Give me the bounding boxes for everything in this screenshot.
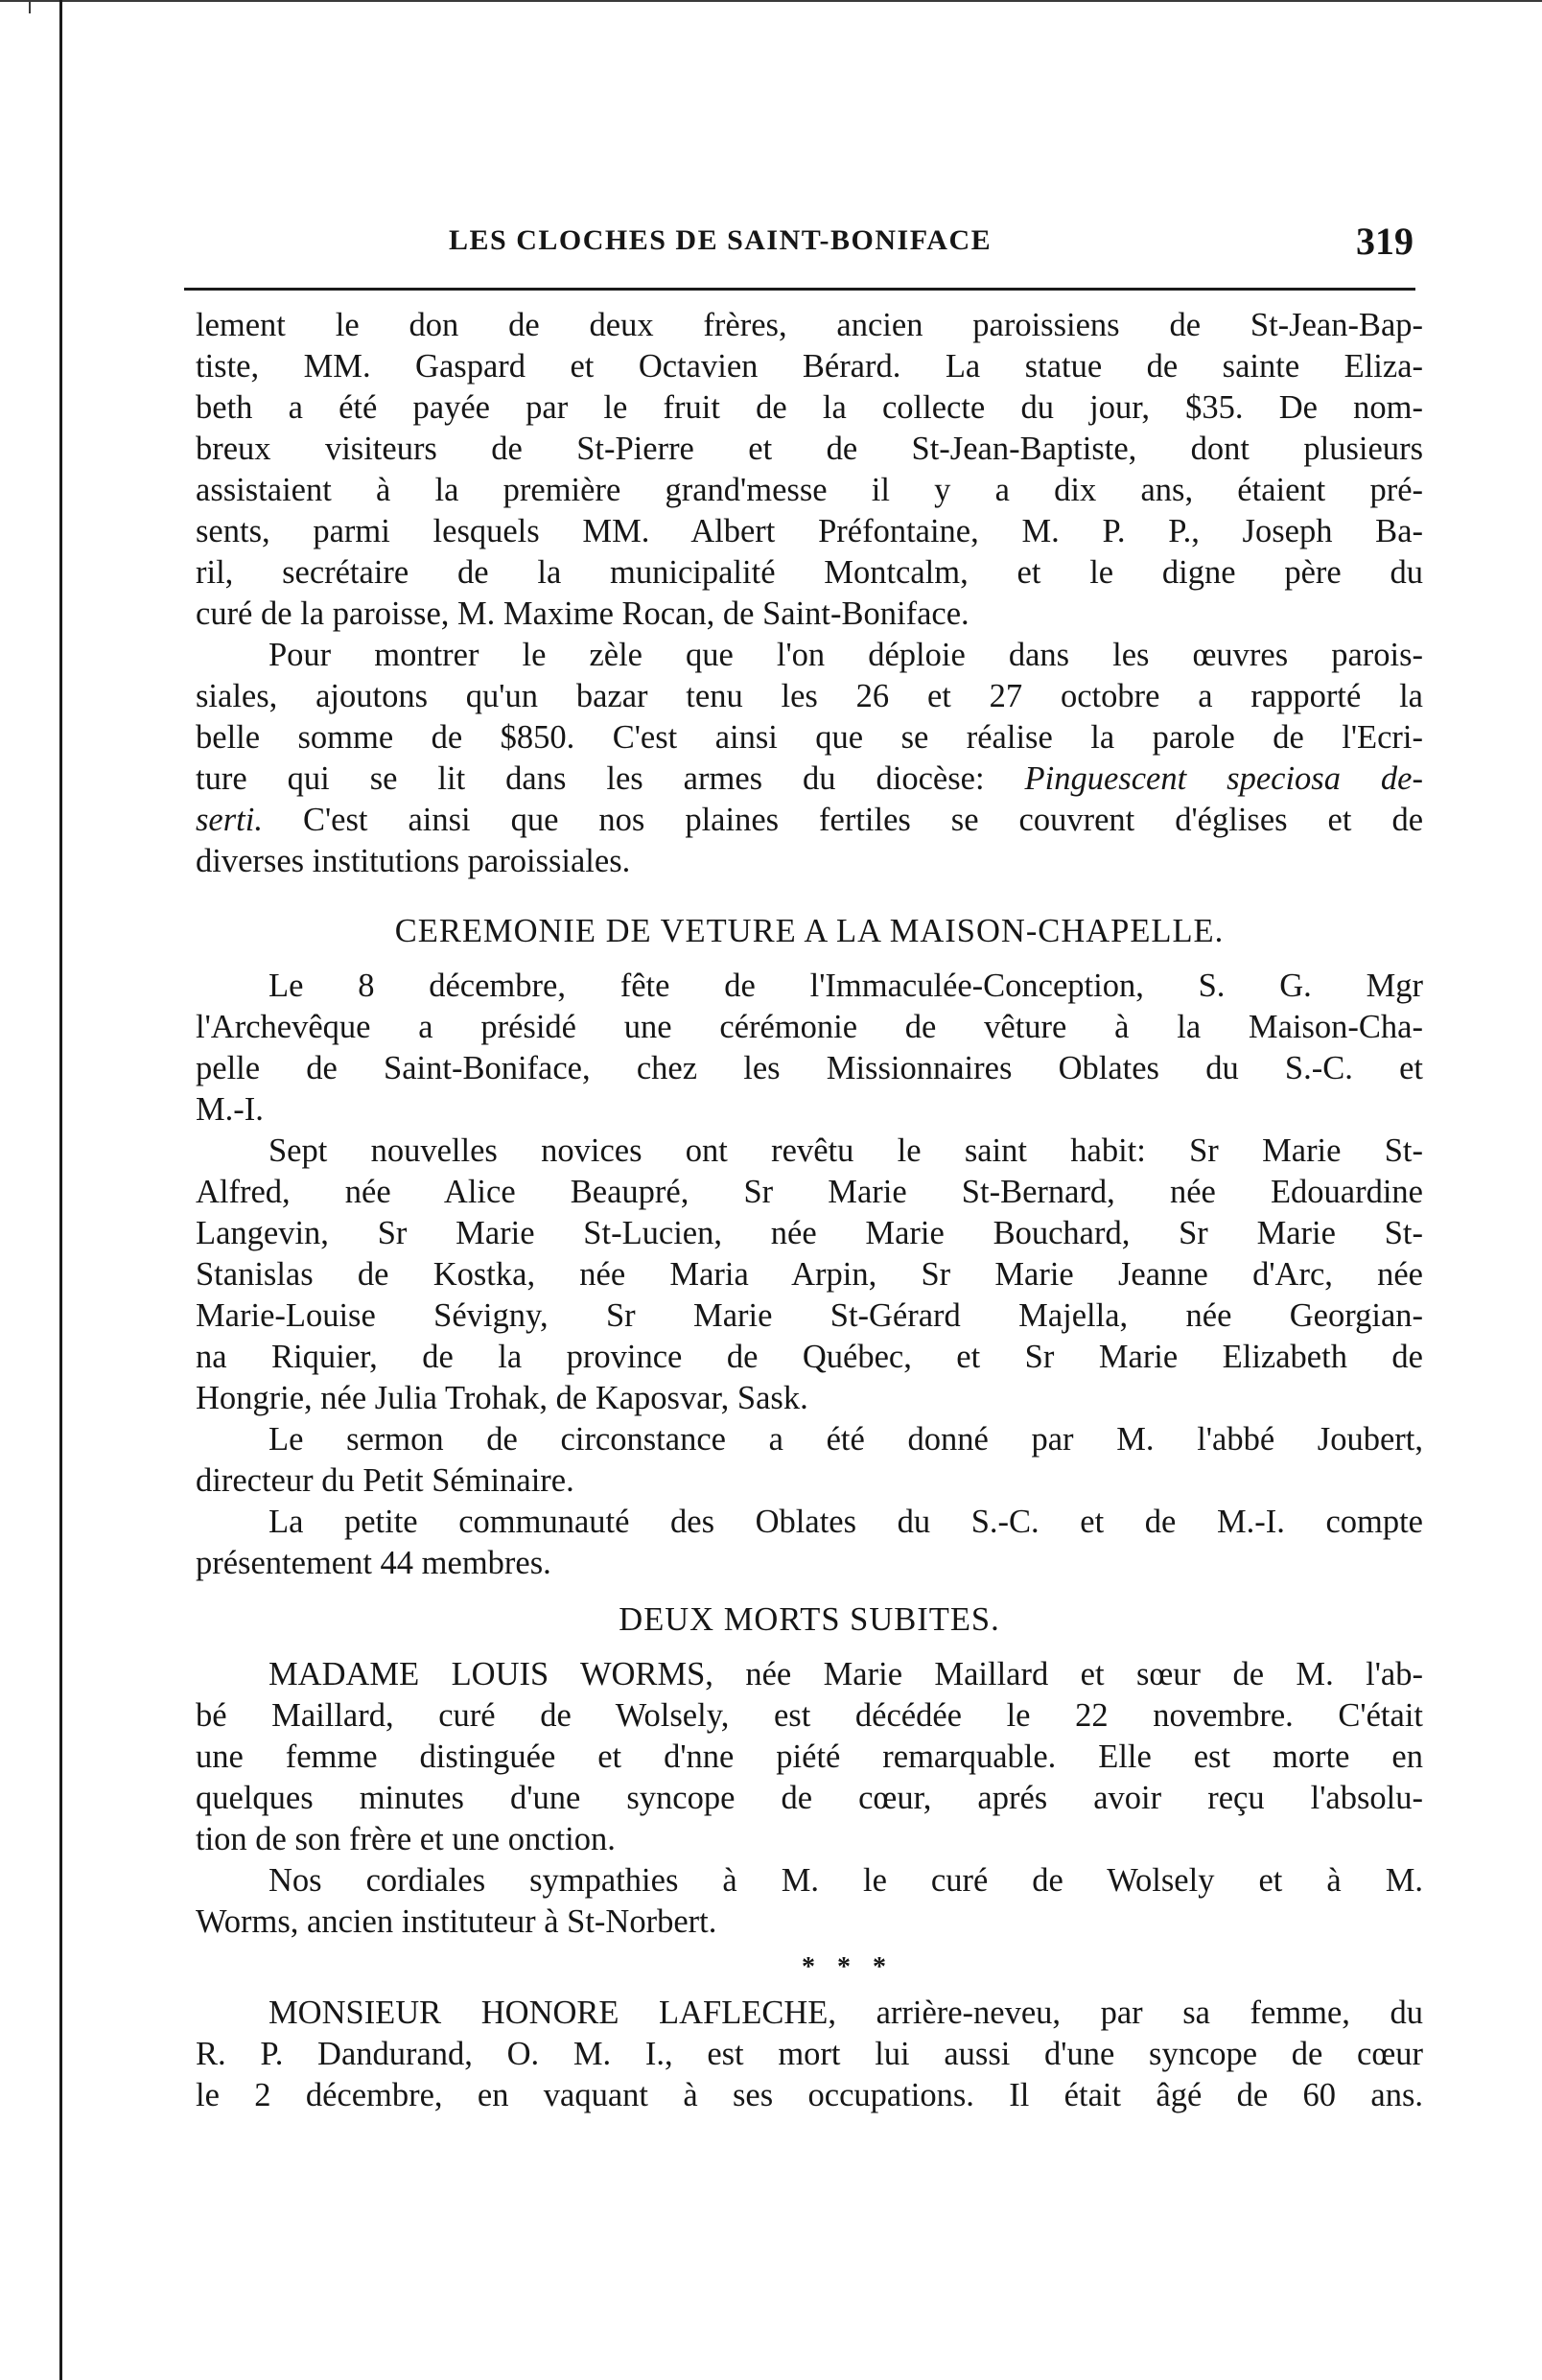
- page-top-edge: [0, 0, 1542, 2]
- motto-italic: Pinguescent speciosa de-: [1024, 760, 1423, 797]
- text-line: Le sermon de circonstance a été donné par M. l'abbé Joubert,: [269, 1421, 1423, 1458]
- text-line: R. P. Dandurand, O. M. I., est mort lui aussi d'une syncope de cœur: [196, 2036, 1423, 2072]
- text-line: MADAME LOUIS WORMS, née Marie Maillard et sœur de M. l'ab-: [269, 1656, 1423, 1692]
- text-line: sents, parmi lesquels MM. Albert Préfontaine, M. P. P., Joseph Ba-: [196, 513, 1423, 549]
- text-line: breux visiteurs de St-Pierre et de St-Jean-Baptiste, dont plusieurs: [196, 431, 1423, 467]
- text-line: curé de la paroisse, M. Maxime Rocan, de Saint-Boniface.: [196, 595, 970, 632]
- text-line: directeur du Petit Séminaire.: [196, 1462, 574, 1499]
- page-number: 319: [1356, 220, 1414, 263]
- text-line: [196, 758, 1423, 800]
- section-separator: * * *: [802, 1952, 894, 1982]
- text-line: Marie-Louise Sévigny, Sr Marie St-Gérard Majella, née Georgian-: [196, 1297, 1423, 1334]
- text-line: Sept nouvelles novices ont revêtu le saint habit: Sr Marie St-: [269, 1132, 1423, 1169]
- text-line: Alfred, née Alice Beaupré, Sr Marie St-Bernard, née Edouardine: [196, 1174, 1423, 1210]
- text-line: siales, ajoutons qu'un bazar tenu les 26 et 27 octobre a rapporté la: [196, 678, 1423, 714]
- text-line: Le 8 décembre, fête de l'Immaculée-Conception, S. G. Mgr: [269, 968, 1423, 1004]
- text-line: présentement 44 membres.: [196, 1545, 551, 1581]
- text-line: Stanislas de Kostka, née Maria Arpin, Sr Marie Jeanne d'Arc, née: [196, 1256, 1423, 1293]
- text-line: tiste, MM. Gaspard et Octavien Bérard. La statue de sainte Eliza-: [196, 348, 1423, 385]
- text-line: M.-I.: [196, 1091, 264, 1128]
- text-line: tion de son frère et une onction.: [196, 1821, 616, 1857]
- text-line: pelle de Saint-Boniface, chez les Missionnaires Oblates du S.-C. et: [196, 1050, 1423, 1086]
- text-line: Worms, ancien instituteur à St-Norbert.: [196, 1903, 717, 1940]
- text-line: diverses institutions paroissiales.: [196, 843, 631, 879]
- text-line: assistaient à la première grand'messe il y a dix ans, étaient pré-: [196, 472, 1423, 508]
- text-line: Pour montrer le zèle que l'on déploie dans les œuvres parois-: [269, 637, 1423, 673]
- text-line: lement le don de deux frères, ancien paroissiens de St-Jean-Bap-: [196, 307, 1423, 343]
- text-line: une femme distinguée et d'nne piété remarquable. Elle est morte en: [196, 1738, 1423, 1775]
- page-header: [192, 219, 1458, 276]
- text-line: bé Maillard, curé de Wolsely, est décédée le 22 novembre. C'était: [196, 1697, 1423, 1734]
- text-line: Langevin, Sr Marie St-Lucien, née Marie Bouchard, Sr Marie St-: [196, 1215, 1423, 1251]
- text-line: ril, secrétaire de la municipalité Montcalm, et le digne père du: [196, 554, 1423, 591]
- running-head: LES CLOCHES DE SAINT-BONIFACE: [449, 224, 993, 256]
- text-line: na Riquier, de la province de Québec, et Sr Marie Elizabeth de: [196, 1339, 1423, 1375]
- text-line: Hongrie, née Julia Trohak, de Kaposvar, Sask.: [196, 1380, 808, 1416]
- page-left-edge: [59, 0, 62, 2380]
- text-line: beth a été payée par le fruit de la collecte du jour, $35. De nom-: [196, 389, 1423, 426]
- text-line: Nos cordiales sympathies à M. le curé de Wolsely et à M.: [269, 1862, 1423, 1899]
- motto-italic-end: serti.: [196, 802, 263, 838]
- section-heading: CEREMONIE DE VETURE A LA MAISON-CHAPELLE.: [394, 913, 1225, 949]
- text-line: [196, 800, 1423, 841]
- text-line: le 2 décembre, en vaquant à ses occupations. Il était âgé de 60 ans.: [196, 2077, 1423, 2113]
- section-heading: DEUX MORTS SUBITES.: [619, 1601, 1000, 1638]
- text-line: l'Archevêque a présidé une cérémonie de vêture à la Maison-Cha-: [196, 1009, 1423, 1045]
- text-line: La petite communauté des Oblates du S.-C. et de M.-I. compte: [269, 1504, 1423, 1540]
- text-run: C'est ainsi que nos plaines fertiles se couvrent d'églises et de: [302, 802, 1424, 838]
- page-edge-mark: [29, 0, 31, 13]
- header-rule: [184, 288, 1415, 291]
- body-text: [196, 305, 1423, 2116]
- text-run: ture qui se lit dans les armes du diocèse:: [196, 760, 985, 797]
- text-line: quelques minutes d'une syncope de cœur, aprés avoir reçu l'absolu-: [196, 1780, 1423, 1816]
- text-line: MONSIEUR HONORE LAFLECHE, arrière-neveu, par sa femme, du: [269, 1995, 1423, 2031]
- text-line: belle somme de $850. C'est ainsi que se réalise la parole de l'Ecri-: [196, 719, 1423, 756]
